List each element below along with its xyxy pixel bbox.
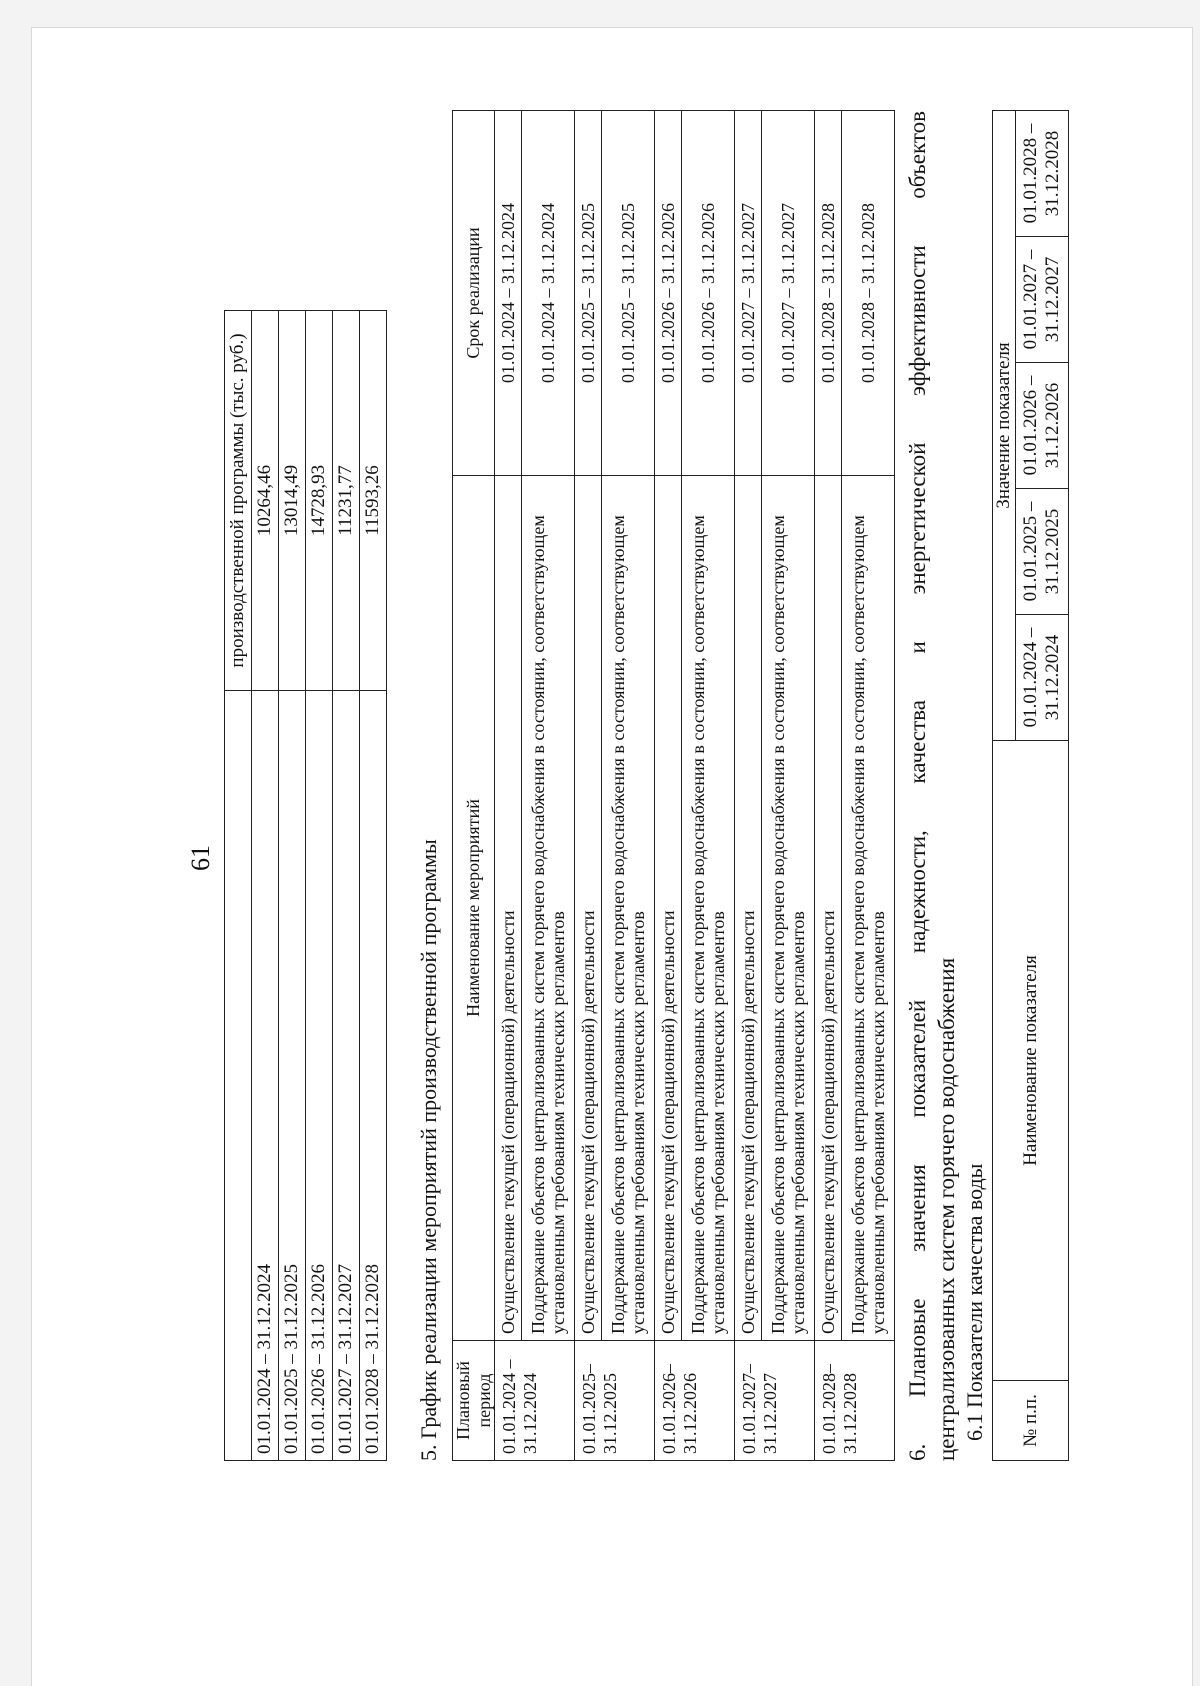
table-row (842, 111, 895, 1461)
section-6-heading (904, 111, 962, 1461)
rotated-page-content (162, 51, 1200, 1611)
schedule-period: 01.01.2025– 31.12.2025 (575, 1341, 655, 1461)
schedule-action: Поддержание объектов централизованных систем горячего водоснабжения в состоянии, соответствующем установленным требованиям технических регламентов (762, 476, 815, 1341)
table-row (279, 311, 306, 1461)
table-row (575, 111, 602, 1461)
column-header-term: Срок реализации (453, 111, 495, 476)
column-header-indicator-value: Значение показателя (993, 110, 1016, 740)
schedule-period: 01.01.2027– 31.12.2027 (735, 1341, 815, 1461)
table-row (495, 111, 522, 1461)
schedule-period: 01.01.2024 – 31.12.2024 (495, 1341, 575, 1461)
schedule-term: 01.01.2028 – 31.12.2028 (842, 111, 895, 476)
schedule-term: 01.01.2024 – 31.12.2024 (522, 111, 575, 476)
table-row (655, 111, 682, 1461)
program-period: 01.01.2027 – 31.12.2027 (333, 691, 360, 1461)
schedule-action: Осуществление текущей (операционной) деятельности (655, 476, 682, 1341)
section-6-heading-line: 6. Плановые значения показателей надежности, качества и энергетической эффективности объектов (905, 111, 930, 1461)
schedule-action: Поддержание объектов централизованных систем горячего водоснабжения в состоянии, соответствующем установленным требованиям технических регламентов (602, 476, 655, 1341)
table-header-row (453, 111, 495, 1461)
water-quality-table (992, 110, 1069, 1461)
schedule-action: Осуществление текущей (операционной) деятельности (735, 476, 762, 1341)
table-row (333, 311, 360, 1461)
table-cell (225, 691, 252, 1461)
column-header-period: 01.01.2026 – 31.12.2026 (1016, 363, 1069, 489)
column-header-action: Наименование мероприятий (453, 476, 495, 1341)
schedule-term: 01.01.2025 – 31.12.2025 (602, 111, 655, 476)
table-row (522, 111, 575, 1461)
column-header-period: 01.01.2025 – 31.12.2025 (1016, 489, 1069, 615)
column-header-period: Плановый период (453, 1341, 495, 1461)
program-period: 01.01.2024 – 31.12.2024 (252, 691, 279, 1461)
schedule-table (452, 110, 895, 1461)
table-row (682, 111, 735, 1461)
schedule-term: 01.01.2026 – 31.12.2026 (655, 111, 682, 476)
program-period: 01.01.2026 – 31.12.2026 (306, 691, 333, 1461)
schedule-term: 01.01.2025 – 31.12.2025 (575, 111, 602, 476)
table-row (762, 111, 815, 1461)
schedule-action: Осуществление текущей (операционной) деятельности (495, 476, 522, 1341)
table-row (252, 311, 279, 1461)
column-header-period: 01.01.2027 – 31.12.2027 (1016, 237, 1069, 363)
schedule-action: Осуществление текущей (операционной) деятельности (815, 476, 842, 1341)
schedule-term: 01.01.2027 – 31.12.2027 (735, 111, 762, 476)
document-page (32, 28, 1192, 1686)
schedule-action: Поддержание объектов централизованных систем горячего водоснабжения в состоянии, соответствующем установленным требованиям технических регламентов (522, 476, 575, 1341)
table-row (815, 111, 842, 1461)
program-cost-header: производственной программы (тыс. руб.) (225, 311, 252, 691)
schedule-term: 01.01.2027 – 31.12.2027 (762, 111, 815, 476)
table-row (306, 311, 333, 1461)
program-period: 01.01.2028 – 31.12.2028 (360, 691, 387, 1461)
table-header-row (993, 110, 1016, 1460)
table-row (225, 311, 252, 1461)
program-amount: 13014,49 (279, 311, 306, 691)
section-5-title: 5. График реализации мероприятий производственной программы (416, 839, 441, 1461)
column-header-indicator-name: Наименование показателя (993, 741, 1069, 1381)
section-6-1-title: 6.1 Показатели качества воды (962, 1163, 987, 1441)
section-6-heading-line: централизованных систем горячего водоснабжения (933, 957, 959, 1461)
program-amount: 14728,93 (306, 311, 333, 691)
schedule-period: 01.01.2026– 31.12.2026 (655, 1341, 735, 1461)
table-row (602, 111, 655, 1461)
schedule-term: 01.01.2028 – 31.12.2028 (815, 111, 842, 476)
column-header-period: 01.01.2028 – 31.12.2028 (1016, 110, 1069, 236)
schedule-period: 01.01.2028– 31.12.2028 (815, 1341, 895, 1461)
column-header-number: № п.п. (993, 1381, 1069, 1461)
page-number: 61 (186, 845, 215, 871)
table-row (735, 111, 762, 1461)
schedule-term: 01.01.2024 – 31.12.2024 (495, 111, 522, 476)
table-row (360, 311, 387, 1461)
schedule-action: Поддержание объектов централизованных систем горячего водоснабжения в состоянии, соответствующем установленным требованиям технических регламентов (842, 476, 895, 1341)
schedule-term: 01.01.2026 – 31.12.2026 (682, 111, 735, 476)
schedule-action: Поддержание объектов централизованных систем горячего водоснабжения в состоянии, соответствующем установленным требованиям технических регламентов (682, 476, 735, 1341)
program-cost-table (224, 310, 387, 1461)
program-period: 01.01.2025 – 31.12.2025 (279, 691, 306, 1461)
schedule-action: Осуществление текущей (операционной) деятельности (575, 476, 602, 1341)
column-header-period: 01.01.2024 – 31.12.2024 (1016, 615, 1069, 741)
program-amount: 11231,77 (333, 311, 360, 691)
program-amount: 11593,26 (360, 311, 387, 691)
program-amount: 10264,46 (252, 311, 279, 691)
